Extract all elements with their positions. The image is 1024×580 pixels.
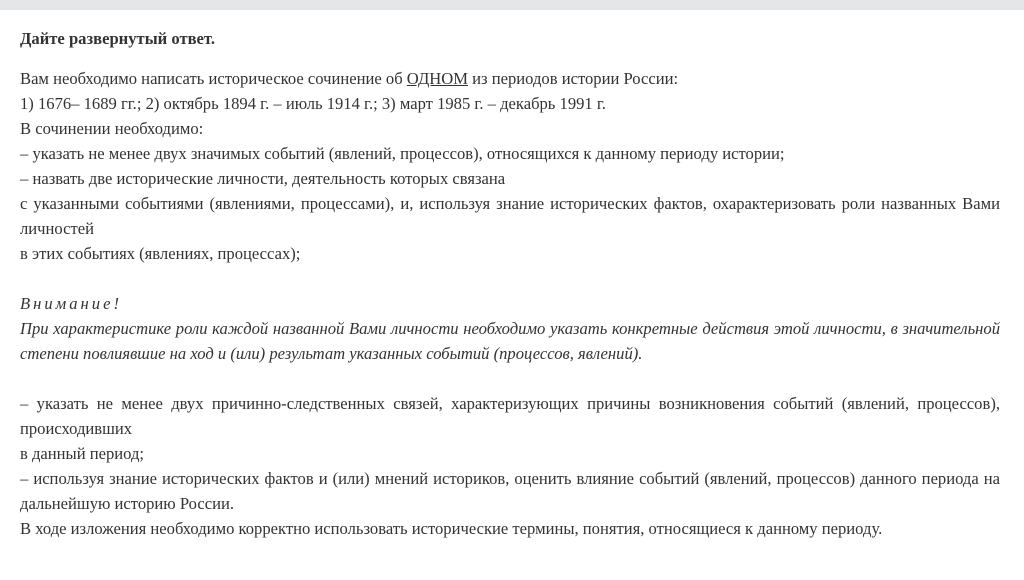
- spacer: [20, 366, 1000, 391]
- intro-before: Вам необходимо написать историческое сочинение об: [20, 69, 407, 88]
- requirement-4: – используя знание исторических фактов и (или) мнений историков, оценить влияние событий (явлений, процессов) данного периода на дальнейшую историю России.: [20, 469, 1000, 513]
- top-bar: [0, 0, 1024, 10]
- intro-after: из периодов истории России:: [468, 69, 679, 88]
- periods-line: 1) 1676– 1689 гг.; 2) октябрь 1894 г. – июль 1914 г.; 3) март 1985 г. – декабрь 1991 г.: [20, 94, 606, 113]
- intro-underlined: ОДНОМ: [406, 69, 468, 88]
- task-text: [20, 26, 1000, 541]
- attention-text: При характеристике роли каждой названной Вами личности необходимо указать конкретные действия этой личности, в значительной степени повлиявшие на ход и (или) результат указанных событий (процессов, явлений).: [20, 319, 1000, 363]
- intro-line: [20, 66, 1000, 91]
- task-heading: Дайте развернутый ответ.: [20, 29, 215, 48]
- attention-label: Внимание!: [20, 294, 122, 313]
- requirement-2-line-3: в этих событиях (явлениях, процессах);: [20, 244, 301, 263]
- requirements-intro: В сочинении необходимо:: [20, 119, 204, 138]
- requirement-3-line-1: – указать не менее двух причинно-следственных связей, характеризующих причины возникновения событий (явлений, процессов), происходивших: [20, 394, 1000, 438]
- requirement-2-line-1: – назвать две исторические личности, деятельность которых связана: [20, 169, 506, 188]
- requirement-1: – указать не менее двух значимых событий (явлений, процессов), относящихся к данному периоду истории;: [20, 144, 785, 163]
- requirement-2-line-2: с указанными событиями (явлениями, процессами), и, используя знание исторических фактов, охарактеризовать роли названных Вами личностей: [20, 194, 1000, 238]
- closing-line: В ходе изложения необходимо корректно использовать исторические термины, понятия, относящиеся к данному периоду.: [20, 519, 883, 538]
- requirement-3-line-2: в данный период;: [20, 444, 145, 463]
- spacer: [20, 266, 1000, 291]
